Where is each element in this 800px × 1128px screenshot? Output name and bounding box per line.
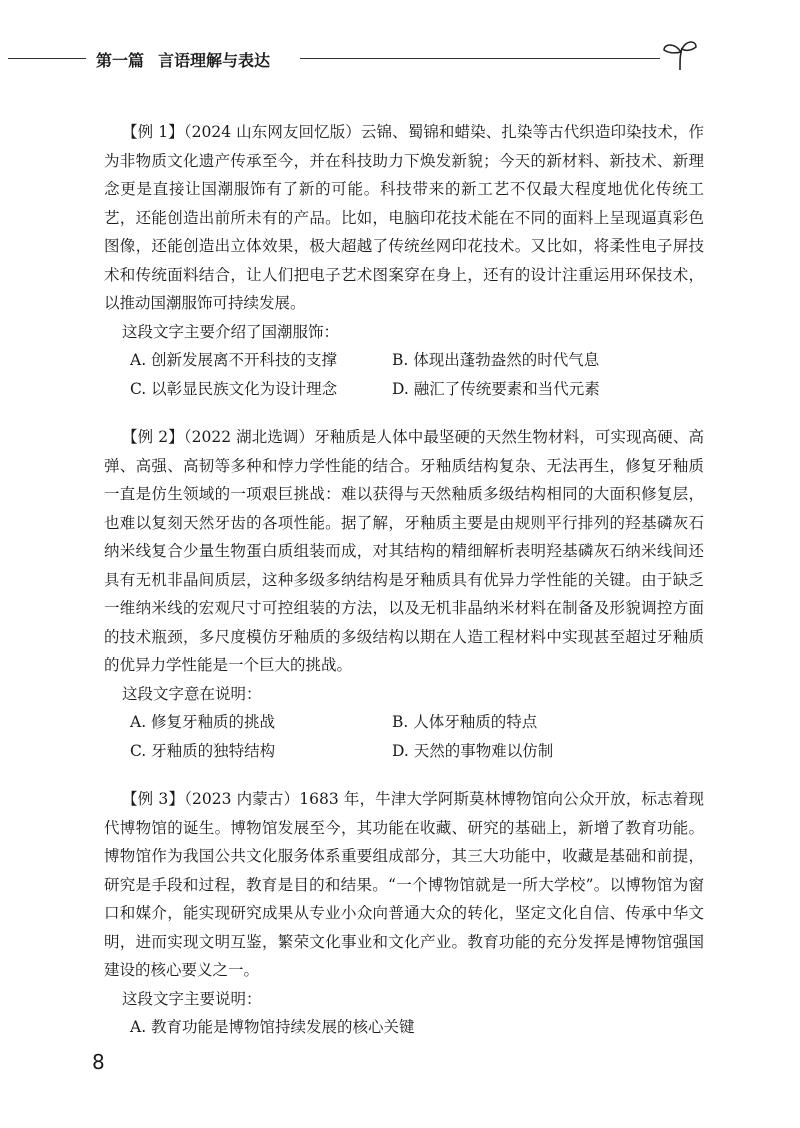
part-label: 第一篇 bbox=[96, 51, 145, 70]
sprout-icon bbox=[660, 38, 700, 72]
example-3 bbox=[104, 785, 704, 1042]
example-1-label: 【例 1】 bbox=[122, 123, 184, 141]
option-b: B. 体现出蓬勃盎然的时代气息 bbox=[392, 351, 600, 369]
option-b: B. 人体牙釉质的特点 bbox=[392, 713, 538, 731]
example-1 bbox=[104, 118, 704, 403]
example-2 bbox=[104, 423, 704, 765]
example-1-options bbox=[130, 346, 704, 403]
example-2-source: （2022 湖北选调） bbox=[183, 428, 315, 446]
option-a: A. 修复牙釉质的挑战 bbox=[130, 713, 276, 731]
example-3-options bbox=[130, 1013, 704, 1042]
running-header bbox=[0, 38, 800, 78]
page-content bbox=[104, 118, 704, 1062]
option-c: C. 以彰显民族文化为设计理念 bbox=[130, 379, 338, 398]
example-3-question: 这段文字主要说明： bbox=[122, 989, 262, 1008]
example-1-source: （2024 山东网友回忆版） bbox=[183, 123, 361, 141]
example-2-options bbox=[130, 708, 704, 765]
example-3-source: （2023 内蒙古） bbox=[184, 790, 300, 808]
example-2-question: 这段文字意在说明： bbox=[122, 684, 262, 703]
option-a: A. 创新发展离不开科技的支撑 bbox=[130, 351, 338, 369]
section-label: 言语理解与表达 bbox=[158, 51, 271, 70]
example-3-label: 【例 3】 bbox=[122, 790, 185, 808]
option-c: C. 牙釉质的独特结构 bbox=[130, 741, 276, 760]
example-3-passage bbox=[104, 785, 704, 985]
example-2-passage bbox=[104, 423, 704, 680]
option-d: D. 融汇了传统要素和当代元素 bbox=[392, 379, 600, 398]
header-rule-right bbox=[300, 58, 660, 59]
header-title bbox=[96, 48, 270, 71]
example-3-text: 1683 年，牛津大学阿斯莫林博物馆向公众开放，标志着现代博物馆的诞生。博物馆发展至今，其功能在收藏、研究的基础上，新增了教育功能。博物馆作为我国公共文化服务体系重要组成部分，其三大功能中，收藏是基础和前提，研究是手段和过程，教育是目的和结果。“一个博物馆就是一所大学校”。以博物馆为窗口和媒介，能实现研究成果从专业小众向普通大众的转化，坚定文化自信、传承中华文明，进而实现文明互鉴，繁荣文化事业和文化产业。教育功能的充分发挥是博物馆强国建设的核心要义之一。 bbox=[104, 790, 705, 979]
example-1-text: 云锦、蜀锦和蜡染、扎染等古代织造印染技术，作为非物质文化遗产传承至今，并在科技助力下焕发新貌；今天的新材料、新技术、新理念更是直接让国潮服饰有了新的可能。科技带来的新工艺不仅最大程度地优化传统工艺，还能创造出前所未有的产品。比如，电脑印花技术能在不同的面料上呈现逼真彩色图像，还能创造出立体效果，极大超越了传统丝网印花技术。又比如，将柔性电子屏技术和传统面料结合，让人们把电子艺术图案穿在身上，还有的设计注重运用环保技术，以推动国潮服饰可持续发展。 bbox=[104, 123, 705, 312]
example-1-passage bbox=[104, 118, 704, 318]
example-2-text: 牙釉质是人体中最坚硬的天然生物材料，可实现高硬、高弹、高强、高韧等多种和悖力学性能的结合。牙釉质结构复杂、无法再生，修复牙釉质一直是仿生领域的一项艰巨挑战：难以获得与天然釉质多级结构相同的大面积修复层，也难以复刻天然牙齿的各项性能。据了解，牙釉质主要是由规则平行排列的羟基磷灰石纳米线复合少量生物蛋白质组装而成，对其结构的精细解析表明羟基磷灰石纳米线间还具有无机非晶间质层，这种多级多纳结构是牙釉质具有优异力学性能的关键。由于缺乏一维纳米线的宏观尺寸可控组装的方法，以及无机非晶纳米材料在制备及形貌调控方面的技术瓶颈，多尺度模仿牙釉质的多级结构以期在人造工程材料中实现甚至超过牙釉质的优异力学性能是一个巨大的挑战。 bbox=[104, 428, 705, 674]
option-a: A. 教育功能是博物馆持续发展的核心关键 bbox=[130, 1018, 415, 1036]
example-2-label: 【例 2】 bbox=[122, 428, 184, 446]
option-d: D. 天然的事物难以仿制 bbox=[392, 741, 554, 760]
header-rule-left bbox=[8, 58, 86, 59]
example-1-question: 这段文字主要介绍了国潮服饰： bbox=[122, 322, 340, 341]
page-number: 8 bbox=[92, 1050, 105, 1074]
